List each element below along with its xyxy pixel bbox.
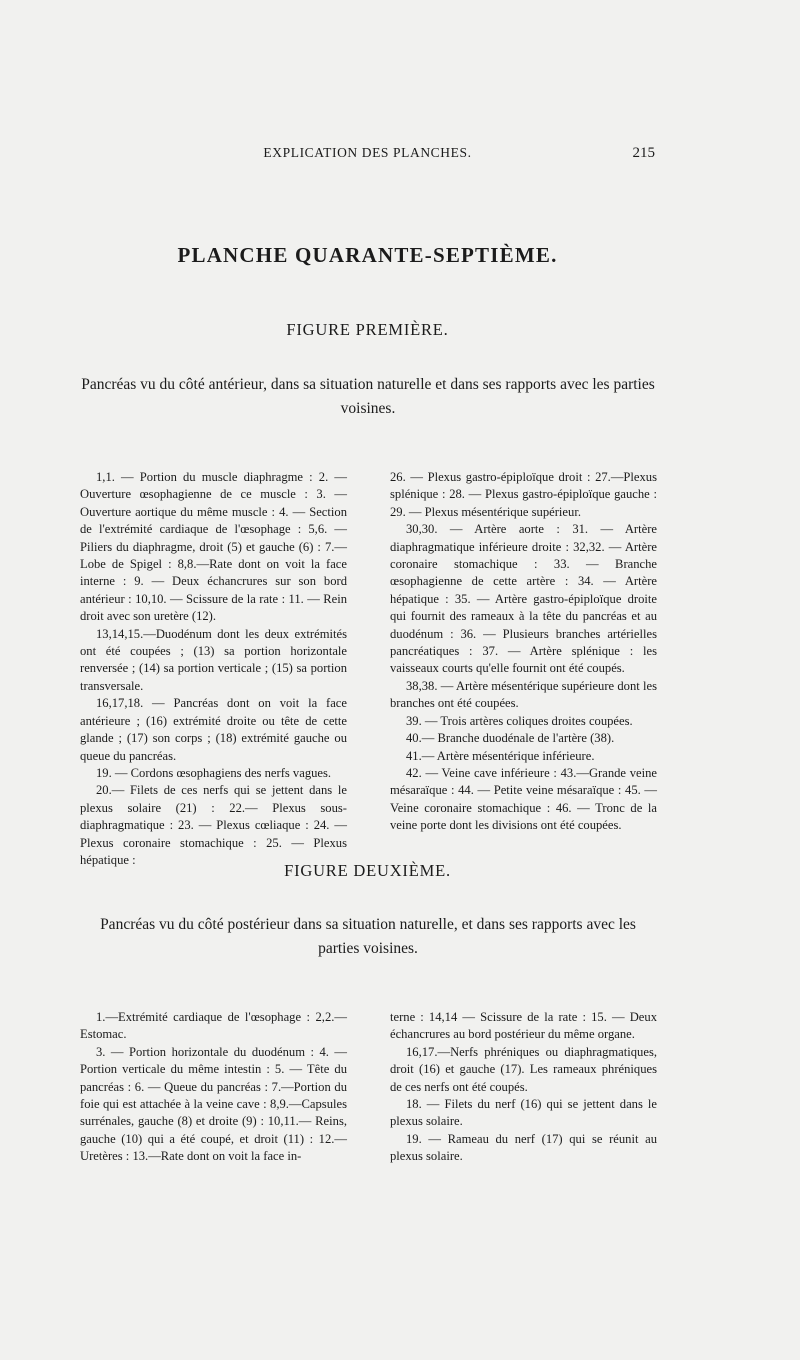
legend-paragraph: 41.— Artère mésentérique inférieure. xyxy=(406,748,595,763)
legend-paragraph: 16,17.—Nerfs phréniques ou diaphragmatiques, droit (16) et gauche (17). Les rameaux phréniques de ces nerfs ont été coupés. xyxy=(390,1044,657,1094)
page-number: 215 xyxy=(632,145,655,161)
legend-paragraph: 38,38. — Artère mésentérique supérieure dont les branches ont été coupées. xyxy=(390,678,657,711)
legend-paragraph: 16,17,18. — Pancréas dont on voit la face antérieure ; (16) extrémité droite ou tête de cette glande ; (17) son corps ; (18) extrémité gauche ou queue du pancréas. xyxy=(80,696,347,763)
running-head xyxy=(80,145,655,165)
legend-paragraph: 30,30. — Artère aorte : 31. — Artère diaphragmatique inférieure droite : 32,32. — Artère coronaire stomachique : 33. — Branche œsophagienne de cette artère : 34. — Artère hépatique : 35. — Artère gastro-épiploïque droite qui fournit des rameaux à la tête du pancréas et au duodénum : 36. — Plusieurs branches artérielles pancréatiques : 37. — Artère splénique : les vaisseaux courts qu'elle fournit ont été coupés. xyxy=(390,522,657,676)
legend-paragraph: 13,14,15.—Duodénum dont les deux extrémités ont été coupées ; (13) sa portion horizontale renversée ; (14) sa portion verticale ; (15) sa portion transversale. xyxy=(80,626,347,693)
legend-paragraph: 1,1. — Portion du muscle diaphragme : 2. — Ouverture œsophagienne de ce muscle : 3. — Ouverture aortique du même muscle : 4. — Section de l'extrémité cardiaque de l'œsophage : 5,6. — Piliers du diaphragme, droit (5) et gauche (6) : 7.— Lobe de Spigel : 8,8.—Rate dont on voit la face interne : 9. — Deux échancrures sur son bord antérieur : 10,10. — Scissure de la rate : 11. — Rein droit avec son uretère (12). xyxy=(80,470,347,624)
plate-title: PLANCHE QUARANTE-SEPTIÈME. xyxy=(177,243,558,267)
legend-paragraph: 18. — Filets du nerf (16) qui se jettent dans le plexus solaire. xyxy=(390,1097,657,1129)
legend-paragraph: 20.— Filets de ces nerfs qui se jettent dans le plexus solaire (21) : 22.— Plexus sous-diaphragmatique : 23. — Plexus cœliaque : 24. — Plexus coronaire stomachique : 25. — Plexus hépatique : xyxy=(80,783,347,867)
legend-paragraph: 26. — Plexus gastro-épiploïque droit : 27.—Plexus splénique : 28. — Plexus gastro-épiploïque gauche : 29. — Plexus mésentérique supérieur. xyxy=(390,470,657,519)
figure-1-caption: Pancréas vu du côté antérieur, dans sa situation naturelle et dans ses rapports avec les parties voisines. xyxy=(81,376,655,417)
legend-paragraph: 39. — Trois artères coliques droites coupées. xyxy=(406,713,633,728)
legend-paragraph: 19. — Rameau du nerf (17) qui se réunit au plexus solaire. xyxy=(390,1131,657,1164)
figure-2-legend-left xyxy=(80,1009,347,1166)
figure-1-legend-left xyxy=(80,469,347,869)
legend-paragraph: 3. — Portion horizontale du duodénum : 4. — Portion verticale du même intestin : 5. — Tête du pancréas : 6. — Queue du pancréas : 7.—Portion du foie qui est attachée à la veine cave : 8,9.—Capsules surrénales, gauche (8) et droite (9) : 10,11.— Reins, gauche (10) qui a été coupé, et droit (11) : 12.—Uretères : 13.—Rate dont on voit la face in- xyxy=(80,1044,347,1164)
figure-1-legend-right xyxy=(390,469,657,835)
legend-paragraph: 19. — Cordons œsophagiens des nerfs vagues. xyxy=(96,765,332,780)
figure-2-caption: Pancréas vu du côté postérieur dans sa situation naturelle, et dans ses rapports avec les parties voisines. xyxy=(100,916,636,957)
legend-paragraph: 40.— Branche duodénale de l'artère (38). xyxy=(406,731,615,746)
legend-paragraph: 1.—Extrémité cardiaque de l'œsophage : 2,2.— Estomac. xyxy=(80,1010,347,1042)
figure-2-legend-right xyxy=(390,1009,657,1166)
legend-paragraph: 42. — Veine cave inférieure : 43.—Grande veine mésaraïque : 44. — Petite veine mésaraïque : 45. — Veine coronaire stomachique : 46. — Tronc de la veine porte dont les divisions ont été coupées. xyxy=(390,765,657,833)
running-title: EXPLICATION DES PLANCHES. xyxy=(263,145,472,160)
figure-2-title: FIGURE DEUXIÈME. xyxy=(284,861,451,880)
legend-paragraph: terne : 14,14 — Scissure de la rate : 15. — Deux échancrures au bord postérieur du même organe. xyxy=(390,1010,657,1042)
figure-1-title: FIGURE PREMIÈRE. xyxy=(286,320,449,339)
